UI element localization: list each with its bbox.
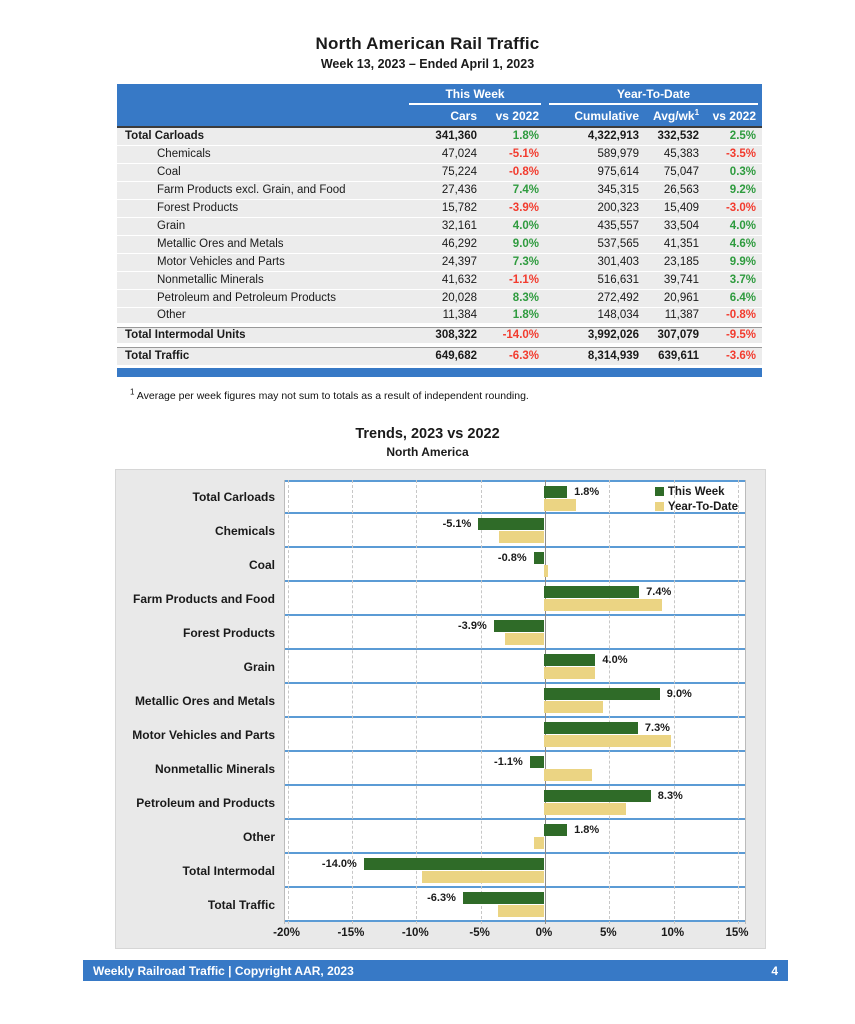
chart-row-plot [284,616,746,650]
vs-week-value: 7.3% [483,253,545,271]
bar-year-to-date [534,837,544,849]
bar-year-to-date [498,905,544,917]
traffic-table [117,84,762,366]
chart-title: Trends, 2023 vs 2022 [355,425,500,442]
category-label: Metallic Ores and Metals [134,693,275,708]
category-label: Motor Vehicles and Parts [132,727,275,742]
category-label: Total Intermodal [182,863,275,878]
chart-row [116,582,746,616]
cumulative-value: 537,565 [545,235,645,253]
col-header-vs2022-week: vs 2022 [483,105,545,127]
legend-swatch-icon [655,502,664,511]
chart-row-plot [284,820,746,854]
avg-wk-value: 307,079 [645,325,707,345]
commodity-label: Forest Products [117,199,405,217]
bar-year-to-date [499,531,544,543]
bar-value-label: 8.3% [657,789,683,802]
page-subtitle: Week 13, 2023 – Ended April 1, 2023 [320,57,535,71]
chart-row-plot [284,582,746,616]
chart-row [116,480,746,514]
bar-value-label: -5.1% [442,517,472,530]
legend-label: This Week [667,485,725,498]
avg-wk-value: 75,047 [645,163,707,181]
chart-row-plot [284,514,746,548]
avg-wk-value: 41,351 [645,235,707,253]
cars-value: 15,782 [405,199,483,217]
category-label: Grain [243,659,275,674]
x-axis-tick-label: 0% [535,926,553,939]
col-header-avgwk: Avg/$wk^1$ [645,105,707,127]
commodity-label: Total Traffic [117,345,405,365]
table-row [117,289,762,307]
bar-this-week [544,790,651,802]
vs-week-value: 1.8% [483,127,545,145]
traffic-table-wrap [117,84,762,366]
category-label: Petroleum and Products [136,795,275,810]
table-row [117,199,762,217]
avg-wk-value: 26,563 [645,181,707,199]
cars-value: 11,384 [405,307,483,325]
cars-value: 41,632 [405,271,483,289]
commodity-label: Total Intermodal Units [117,325,405,345]
table-row [117,145,762,163]
table-row [117,307,762,325]
vs-week-value: -1.1% [483,271,545,289]
category-label: Total Traffic [207,897,275,912]
category-label: Nonmetallic Minerals [154,761,275,776]
vs-week-value: 4.0% [483,217,545,235]
legend-label: Year-To-Date [667,500,738,513]
chart-row [116,616,746,650]
vs-ytd-value: 2.5% [707,127,762,145]
vs-week-value: 9.0% [483,235,545,253]
avg-wk-value: 332,532 [645,127,707,145]
cars-value: 649,682 [405,345,483,365]
cumulative-value: 200,323 [545,199,645,217]
table-row [117,127,762,145]
cumulative-value: 3,992,026 [545,325,645,345]
bar-year-to-date [544,499,576,511]
cars-value: 24,397 [405,253,483,271]
cumulative-value: 8,314,939 [545,345,645,365]
chart-row-plot [284,718,746,752]
table-row [117,181,762,199]
chart-row-plot [284,650,746,684]
vs-week-value: 7.4% [483,181,545,199]
cumulative-value: 975,614 [545,163,645,181]
bar-value-label: 7.3% [644,721,670,734]
vs-ytd-value: -0.8% [707,307,762,325]
table-row [117,253,762,271]
cumulative-value: 4,322,913 [545,127,645,145]
vs-ytd-value: 3.7% [707,271,762,289]
bar-year-to-date [544,803,626,815]
commodity-label: Motor Vehicles and Parts [117,253,405,271]
commodity-label: Petroleum and Petroleum Products [117,289,405,307]
bar-value-label: 7.4% [646,585,672,598]
bar-this-week [544,486,567,498]
cars-value: 47,024 [405,145,483,163]
cumulative-value: 301,403 [545,253,645,271]
chart-plot-area [116,480,746,922]
cars-value: 341,360 [405,127,483,145]
x-axis-tick-label: -15% [337,926,365,939]
commodity-label: Other [117,307,405,325]
table-row [117,163,762,181]
cumulative-value: 516,631 [545,271,645,289]
bar-year-to-date [544,769,592,781]
bar-value-label: -1.1% [494,755,523,768]
table-bottom-bar [117,368,762,377]
commodity-label: Coal [117,163,405,181]
bar-this-week [544,654,595,666]
chart-row-plot [284,752,746,786]
col-header-cumulative: Cumulative [545,105,645,127]
chart-subtitle: North America [386,444,469,459]
chart-row-plot [284,888,746,922]
bar-year-to-date [505,633,544,645]
commodity-label: Grain [117,217,405,235]
group-label: Year-To-Date [549,87,758,105]
x-axis-tick-label: 10% [661,926,685,939]
footnote-marker: 1 [694,108,700,117]
bar-value-label: -6.3% [427,891,456,904]
avg-wk-value: 20,961 [645,289,707,307]
chart-row [116,786,746,820]
vs-ytd-value: 6.4% [707,289,762,307]
x-axis-tick-label: -5% [469,926,490,939]
x-axis-tick-label: 5% [599,926,617,939]
vs-ytd-value: 4.0% [707,217,762,235]
table-row [117,217,762,235]
commodity-label: Total Carloads [117,127,405,145]
table-row [117,345,762,365]
cars-value: 308,322 [405,325,483,345]
chart-row-plot [284,480,746,514]
commodity-label: Farm Products excl. Grain, and Food [117,181,405,199]
bar-value-label: 1.8% [574,485,600,498]
avg-wk-value: 23,185 [645,253,707,271]
vs-ytd-value: -3.0% [707,199,762,217]
bar-value-label: -14.0% [321,857,357,870]
vs-ytd-value: 9.2% [707,181,762,199]
cumulative-value: 272,492 [545,289,645,307]
bar-this-week [544,824,567,836]
col-header-vs2022-ytd: vs 2022 [707,105,762,127]
legend-item [655,485,738,499]
category-label: Forest Products [182,625,275,640]
chart-legend [655,485,738,515]
chart-row [116,718,746,752]
group-header-ytd [545,84,762,105]
avg-wk-value: 15,409 [645,199,707,217]
vs-ytd-value: 0.3% [707,163,762,181]
avg-wk-value: 33,504 [645,217,707,235]
chart-row-plot [284,684,746,718]
cars-value: 27,436 [405,181,483,199]
legend-swatch-icon [655,487,664,496]
vs-week-value: -0.8% [483,163,545,181]
commodity-label: Metallic Ores and Metals [117,235,405,253]
vs-ytd-value: -3.6% [707,345,762,365]
vs-ytd-value: 9.9% [707,253,762,271]
cars-value: 32,161 [405,217,483,235]
vs-ytd-value: -3.5% [707,145,762,163]
bar-this-week [478,518,544,530]
bar-this-week [544,688,660,700]
chart-row [116,752,746,786]
vs-ytd-value: -9.5% [707,325,762,345]
commodity-label: Chemicals [117,145,405,163]
bar-value-label: 1.8% [574,823,600,836]
bar-this-week [544,586,639,598]
chart-row-plot [284,786,746,820]
page-title: North American Rail Traffic [315,34,540,53]
bar-value-label: 4.0% [602,653,628,666]
bar-this-week [534,552,544,564]
avg-wk-value: 639,611 [645,345,707,365]
vs-ytd-value: 4.6% [707,235,762,253]
chart-panel [115,469,766,949]
bar-this-week [364,858,544,870]
bar-this-week [530,756,544,768]
table-row [117,325,762,345]
chart-row [116,548,746,582]
footnote-sup: 1 [130,387,135,396]
bar-year-to-date [544,735,671,747]
footer-page-number: 4 [771,963,778,978]
vs-week-value: -6.3% [483,345,545,365]
cumulative-value: 148,034 [545,307,645,325]
avg-wk-value: 11,387 [645,307,707,325]
chart-row [116,854,746,888]
bar-value-label: 9.0% [666,687,692,700]
category-label: Chemicals [214,523,275,538]
x-axis-tick-label: 15% [725,926,749,939]
bar-this-week [544,722,638,734]
col-header-cars: Cars [405,105,483,127]
category-label: Total Carloads [192,489,275,504]
x-axis-tick-label: -20% [273,926,300,939]
bar-this-week [494,620,544,632]
bar-value-label: -3.9% [458,619,487,632]
chart-row [116,888,746,922]
avg-wk-value: 39,741 [645,271,707,289]
x-axis-tick-label: -10% [401,926,429,939]
legend-item [655,500,738,514]
vs-week-value: 8.3% [483,289,545,307]
chart-row [116,514,746,548]
group-label: This Week [409,87,541,105]
footnote: $^1$ Average per week figures may not sum to totals as a result of independent rounding. [130,387,529,402]
table-corner-cell [117,84,405,127]
table-row [117,271,762,289]
footer-text: Weekly Railroad Traffic | Copyright AAR, 2023 [93,963,354,978]
category-label: Farm Products and Food [132,591,275,606]
bar-year-to-date [422,871,544,883]
cars-value: 20,028 [405,289,483,307]
bar-this-week [463,892,544,904]
chart-row [116,650,746,684]
bar-year-to-date [544,701,603,713]
chart-row-plot [284,548,746,582]
bar-year-to-date [544,599,662,611]
avg-wk-value: 45,383 [645,145,707,163]
cars-value: 75,224 [405,163,483,181]
category-label: Other [242,829,275,844]
cars-value: 46,292 [405,235,483,253]
chart-row-plot [284,854,746,888]
cumulative-value: 345,315 [545,181,645,199]
cumulative-value: 589,979 [545,145,645,163]
group-header-this-week [405,84,545,105]
vs-week-value: -14.0% [483,325,545,345]
bar-value-label: -0.8% [497,551,527,564]
chart-row [116,684,746,718]
footer-bar [83,960,788,981]
vs-week-value: 1.8% [483,307,545,325]
x-axis [273,922,749,944]
vs-week-value: -5.1% [483,145,545,163]
bar-year-to-date [544,667,595,679]
bar-year-to-date [544,565,548,577]
cumulative-value: 435,557 [545,217,645,235]
vs-week-value: -3.9% [483,199,545,217]
table-row [117,235,762,253]
category-label: Coal [248,557,275,572]
commodity-label: Nonmetallic Minerals [117,271,405,289]
chart-row [116,820,746,854]
